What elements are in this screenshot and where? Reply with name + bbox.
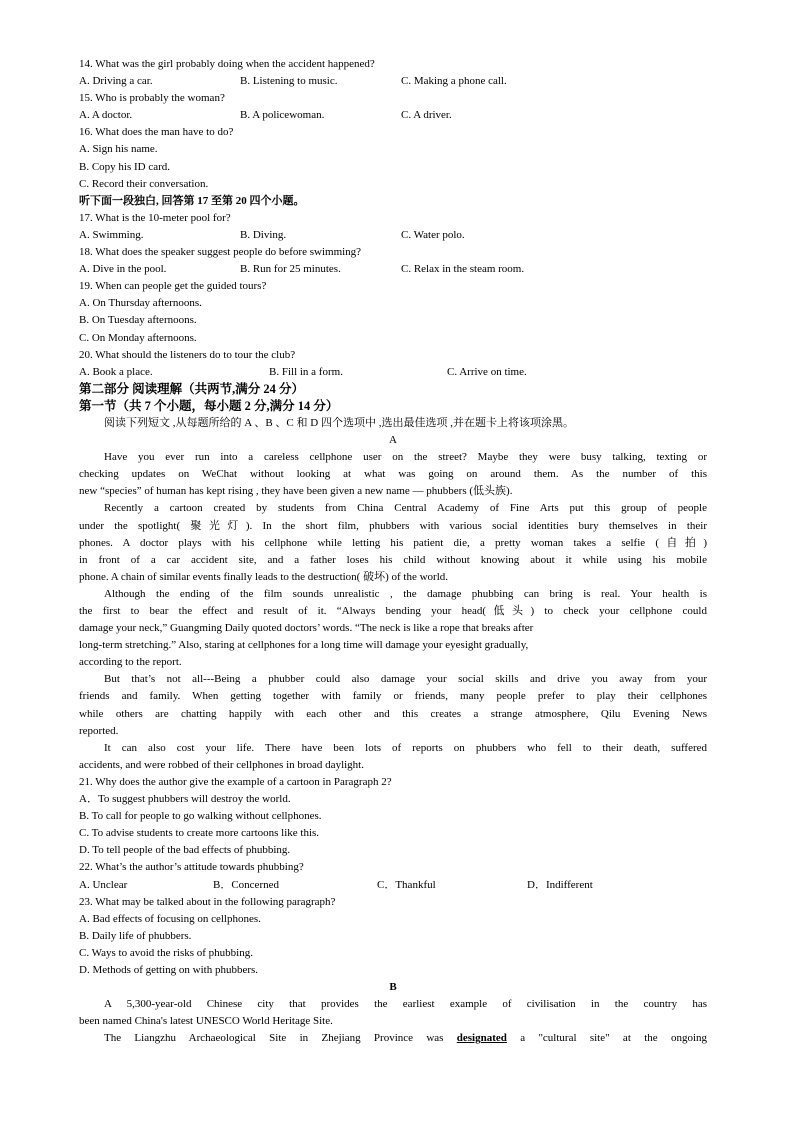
passage-line: Have you ever run into a careless cellphone user on the street? Maybe they were busy talking, texting or bbox=[104, 451, 707, 464]
option-c: C. A driver. bbox=[401, 109, 452, 122]
option-d: D. To tell people of the bad effects of phubbing. bbox=[79, 844, 291, 857]
options-20 bbox=[79, 364, 707, 381]
question-22: 22. What’s the author’s attitude towards phubbing? bbox=[79, 861, 304, 874]
question-19: 19. When can people get the guided tours? bbox=[79, 280, 267, 293]
passage-line: damage your neck,” Guangming Daily quoted doctors’ words. “The neck is like a rope that breaks after bbox=[79, 622, 534, 635]
passage-line: new “species” of human has kept rising , they have been given a new name — phubbers (低头族). bbox=[79, 485, 513, 498]
options-18 bbox=[79, 261, 707, 278]
section1-title: 第一节（共 7 个小题，每小题 2 分,满分 14 分） bbox=[79, 398, 339, 413]
option-b: B. A policewoman. bbox=[240, 109, 325, 122]
passage-line: checking updates on WeChat without looking at what was going on around them. As the number of this bbox=[79, 468, 707, 481]
option-b: B. Listening to music. bbox=[240, 75, 338, 88]
passage-line: friends and family. When getting together with family or friends, many people prefer to play their cellphones bbox=[79, 690, 707, 703]
passage-line: reported. bbox=[79, 724, 119, 737]
passage-b-label: B bbox=[389, 981, 397, 994]
question-17: 17. What is the 10-meter pool for? bbox=[79, 211, 231, 224]
passage-a bbox=[79, 449, 707, 774]
passage-line: Although the ending of the film sounds unrealistic , the damage phubbing can bring is real. Your health is bbox=[104, 587, 707, 600]
question-21: 21. Why does the author give the example of a cartoon in Paragraph 2? bbox=[79, 775, 392, 788]
passage-text: a "cultural site" at the ongoing bbox=[520, 1032, 707, 1045]
question-14: 14. What was the girl probably doing when the accident happened? bbox=[79, 58, 375, 70]
option-b: B. Fill in a form. bbox=[269, 365, 343, 378]
question-23: 23. What may be talked about in the following paragraph? bbox=[79, 895, 336, 908]
option-a: A. On Thursday afternoons. bbox=[79, 297, 202, 310]
option-a: A. Swimming. bbox=[79, 228, 144, 241]
options-22 bbox=[79, 877, 707, 894]
passage-line: phones. A doctor plays with his cellphone while letting his patient die, a pretty woman takes a selfie (自拍) bbox=[79, 536, 707, 549]
question-18: 18. What does the speaker suggest people do before swimming? bbox=[79, 246, 362, 259]
passage-line: while others are chatting happily with each other and this creates a strange atmosphere, Qilu Evening News bbox=[79, 707, 707, 720]
passage-line: long-term stretching.” Also, staring at cellphones for a long time will damage your eyesight gradually, bbox=[79, 639, 529, 652]
option-c: C. Arrive on time. bbox=[447, 365, 527, 378]
option-b: B. On Tuesday afternoons. bbox=[79, 314, 197, 327]
passage-line: accidents, and were robbed of their cellphones in broad daylight. bbox=[79, 758, 364, 771]
question-20: 20. What should the listeners do to tour the club? bbox=[79, 348, 296, 361]
option-a: A. Driving a car. bbox=[79, 75, 153, 88]
option-a: A. Dive in the pool. bbox=[79, 263, 167, 276]
passage-line: A 5,300-year-old Chinese city that provides the earliest example of civilisation in the country has bbox=[104, 998, 707, 1011]
exam-page bbox=[79, 56, 707, 1047]
reading-instruction: 阅读下列短文 ,从每题所给的 A 、B 、C 和 D 四个选项中 ,选出最佳选项 ,并在题卡上将该项涂黑。 bbox=[104, 416, 574, 429]
option-b: B. Copy his ID card. bbox=[79, 160, 171, 173]
passage-line: phone. A chain of similar events finally leads to the destruction( 破坏) of the world. bbox=[79, 570, 449, 583]
option-a: A. Unclear bbox=[79, 878, 128, 891]
options-17 bbox=[79, 227, 707, 244]
passage-line: the first to bear the effect and result of it. “Always bending your head(低头) to check your cellphone could bbox=[79, 605, 707, 617]
passage-line: in front of a car accident site, and a father loses his child without knowing about it while using his mobile bbox=[79, 553, 707, 566]
option-a: A. Bad effects of focusing on cellphones. bbox=[79, 912, 261, 925]
option-b: B．Concerned bbox=[213, 878, 279, 891]
options-14 bbox=[79, 73, 707, 90]
option-a: A. A doctor. bbox=[79, 109, 133, 122]
option-c: C. On Monday afternoons. bbox=[79, 331, 197, 344]
options-15 bbox=[79, 107, 707, 124]
passage-line: been named China's latest UNESCO World Heritage Site. bbox=[79, 1015, 333, 1028]
option-c: C．Thankful bbox=[377, 878, 436, 891]
option-d: D．Indifferent bbox=[527, 878, 593, 891]
underlined-word: designated bbox=[456, 1032, 507, 1045]
option-c: C. Ways to avoid the risks of phubbing. bbox=[79, 946, 253, 959]
option-b: B. To call for people to go walking without cellphones. bbox=[79, 810, 322, 823]
passage-line: according to the report. bbox=[79, 656, 182, 669]
passage-line: Recently a cartoon created by students from China Central Academy of Fine Arts put this group of people bbox=[104, 502, 707, 515]
option-a: A．To suggest phubbers will destroy the world. bbox=[79, 793, 291, 806]
passage-line bbox=[79, 1030, 707, 1047]
option-a: A. Book a place. bbox=[79, 365, 153, 378]
option-b: B. Diving. bbox=[240, 228, 287, 241]
option-b: B. Daily life of phubbers. bbox=[79, 929, 192, 942]
option-b: B. Run for 25 minutes. bbox=[240, 263, 341, 276]
question-15: 15. Who is probably the woman? bbox=[79, 92, 225, 105]
part2-title: 第二部分 阅读理解（共两节,满分 24 分） bbox=[79, 381, 305, 396]
option-c: C. Relax in the steam room. bbox=[401, 263, 525, 276]
passage-a-label: A bbox=[389, 434, 397, 447]
option-c: C. Record their conversation. bbox=[79, 177, 209, 190]
option-c: C. Water polo. bbox=[401, 228, 465, 241]
question-16: 16. What does the man have to do? bbox=[79, 126, 234, 139]
option-a: A. Sign his name. bbox=[79, 143, 158, 156]
passage-text: The Liangzhu Archaeological Site in Zhejiang Province was bbox=[104, 1032, 444, 1045]
passage-line: But that’s not all---Being a phubber could also damage your social skills and drive you away from your bbox=[104, 673, 707, 686]
option-d: D. Methods of getting on with phubbers. bbox=[79, 963, 259, 976]
passage-line: under the spotlight( 聚光灯). In the short film, phubbers with various social identities bury themselves in their bbox=[79, 519, 707, 532]
listening-instruction: 听下面一段独白, 回答第 17 至第 20 四个小题。 bbox=[79, 194, 305, 207]
passage-line: It can also cost your life. There have been lots of reports on phubbers who fell to their death, suffered bbox=[104, 741, 707, 754]
option-c: C. Making a phone call. bbox=[401, 75, 507, 88]
option-c: C. To advise students to create more cartoons like this. bbox=[79, 827, 320, 840]
